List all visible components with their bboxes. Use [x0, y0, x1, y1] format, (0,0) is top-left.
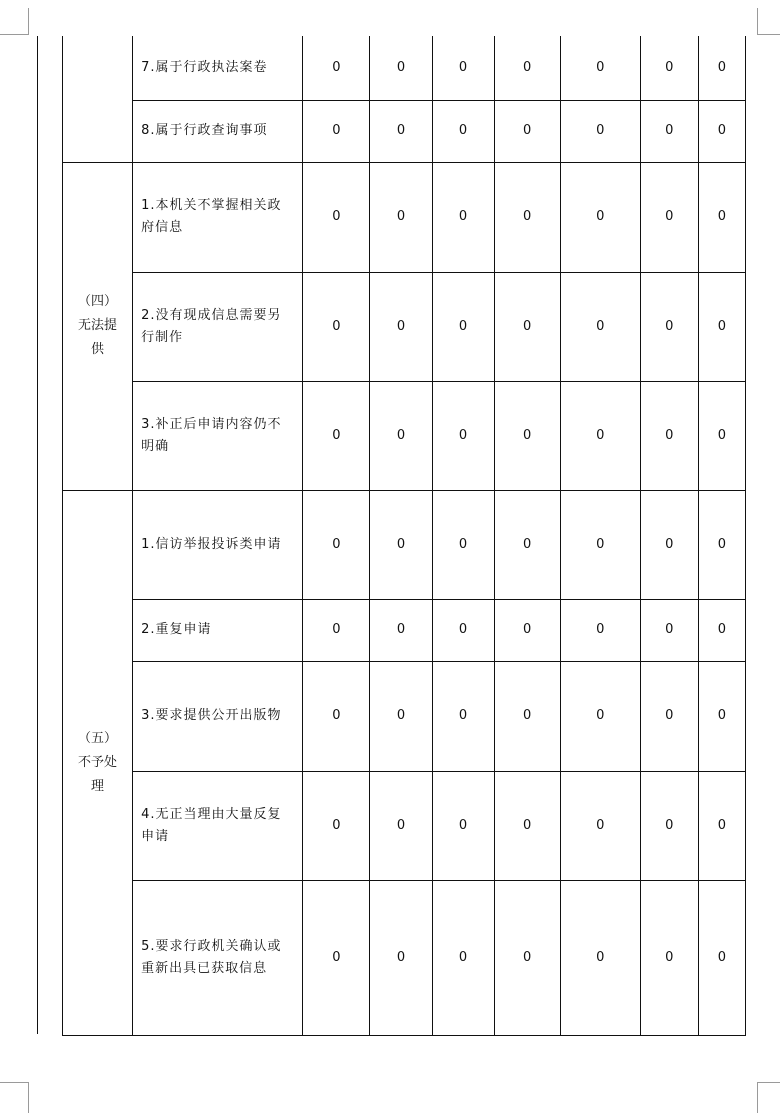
item-label: 3.要求提供公开出版物: [133, 661, 303, 771]
value-cell: 0: [640, 771, 698, 880]
value-cell: 0: [303, 100, 370, 162]
value-cell: 0: [303, 771, 370, 880]
value-cell: 0: [698, 36, 745, 100]
category-label-line: （四）: [78, 294, 118, 309]
value-cell: 0: [640, 36, 698, 100]
value-cell: 0: [494, 272, 560, 381]
table-row: [63, 661, 746, 771]
table-row: [63, 272, 746, 381]
crop-mark-bottom-left: [0, 1082, 29, 1113]
value-cell: 0: [494, 599, 560, 661]
value-cell: 0: [494, 36, 560, 100]
value-cell: 0: [370, 661, 432, 771]
item-label: 7.属于行政执法案卷: [133, 36, 303, 100]
value-cell: 0: [370, 381, 432, 490]
value-cell: 0: [370, 490, 432, 599]
value-cell: 0: [370, 100, 432, 162]
value-cell: 0: [640, 599, 698, 661]
value-cell: 0: [698, 162, 745, 272]
value-cell: 0: [370, 162, 432, 272]
value-cell: 0: [560, 490, 640, 599]
value-cell: 0: [432, 771, 494, 880]
value-cell: 0: [303, 599, 370, 661]
value-cell: 0: [640, 880, 698, 1035]
value-cell: 0: [560, 771, 640, 880]
value-cell: 0: [640, 272, 698, 381]
table-row: [63, 599, 746, 661]
value-cell: 0: [640, 381, 698, 490]
value-cell: 0: [698, 381, 745, 490]
value-cell: 0: [370, 36, 432, 100]
value-cell: 0: [560, 272, 640, 381]
value-cell: 0: [494, 661, 560, 771]
value-cell: 0: [560, 36, 640, 100]
table-row: [63, 490, 746, 599]
value-cell: 0: [494, 490, 560, 599]
value-cell: 0: [698, 599, 745, 661]
value-cell: 0: [698, 771, 745, 880]
value-cell: 0: [432, 880, 494, 1035]
value-cell: 0: [303, 381, 370, 490]
item-label: 2.重复申请: [133, 599, 303, 661]
value-cell: 0: [303, 490, 370, 599]
value-cell: 0: [432, 100, 494, 162]
item-label: 3.补正后申请内容仍不明确: [133, 381, 303, 490]
value-cell: 0: [640, 490, 698, 599]
value-cell: 0: [432, 599, 494, 661]
value-cell: 0: [303, 36, 370, 100]
value-cell: 0: [370, 880, 432, 1035]
value-cell: 0: [432, 490, 494, 599]
item-label: 8.属于行政查询事项: [133, 100, 303, 162]
item-label: 4.无正当理由大量反复申请: [133, 771, 303, 880]
value-cell: 0: [432, 272, 494, 381]
value-cell: 0: [432, 381, 494, 490]
category-label-line: （五）: [78, 730, 118, 746]
value-cell: 0: [560, 661, 640, 771]
outer-table-left-border: [37, 36, 38, 1034]
value-cell: 0: [494, 381, 560, 490]
item-label: 1.本机关不掌握相关政府信息: [133, 162, 303, 272]
table-row: [63, 100, 746, 162]
value-cell: 0: [560, 100, 640, 162]
value-cell: 0: [432, 36, 494, 100]
crop-mark-top-left: [0, 8, 29, 35]
value-cell: 0: [698, 272, 745, 381]
value-cell: 0: [370, 599, 432, 661]
value-cell: 0: [640, 661, 698, 771]
item-label: 1.信访举报投诉类申请: [133, 490, 303, 599]
category-label-line: 理: [91, 778, 105, 794]
crop-mark-top-right: [757, 8, 780, 35]
value-cell: 0: [303, 880, 370, 1035]
value-cell: 0: [303, 661, 370, 771]
value-cell: 0: [494, 162, 560, 272]
value-cell: 0: [560, 162, 640, 272]
table-row: [63, 36, 746, 100]
table-row: [63, 162, 746, 272]
value-cell: 0: [432, 162, 494, 272]
item-label: 5.要求行政机关确认或重新出具已获取信息: [133, 880, 303, 1035]
table-row: [63, 771, 746, 880]
value-cell: 0: [560, 599, 640, 661]
category-label-line: 不予处: [78, 754, 118, 770]
value-cell: 0: [640, 162, 698, 272]
value-cell: 0: [432, 661, 494, 771]
category-label-line: 无法提: [78, 318, 118, 333]
value-cell: 0: [698, 100, 745, 162]
table-row: [63, 880, 746, 1035]
value-cell: 0: [494, 771, 560, 880]
category-label-line: 供: [91, 342, 105, 357]
value-cell: 0: [303, 272, 370, 381]
value-cell: 0: [494, 880, 560, 1035]
value-cell: 0: [640, 100, 698, 162]
value-cell: 0: [560, 880, 640, 1035]
crop-mark-bottom-right: [757, 1082, 780, 1113]
value-cell: 0: [370, 272, 432, 381]
disclosure-stats-table: [62, 36, 746, 1036]
table-row: [63, 381, 746, 490]
value-cell: 0: [494, 100, 560, 162]
value-cell: 0: [698, 661, 745, 771]
value-cell: 0: [698, 880, 745, 1035]
category-cell: [63, 162, 133, 490]
item-label: 2.没有现成信息需要另行制作: [133, 272, 303, 381]
value-cell: 0: [303, 162, 370, 272]
value-cell: 0: [370, 771, 432, 880]
value-cell: 0: [698, 490, 745, 599]
category-cell: [63, 490, 133, 1035]
value-cell: 0: [560, 381, 640, 490]
category-cell: [63, 36, 133, 162]
